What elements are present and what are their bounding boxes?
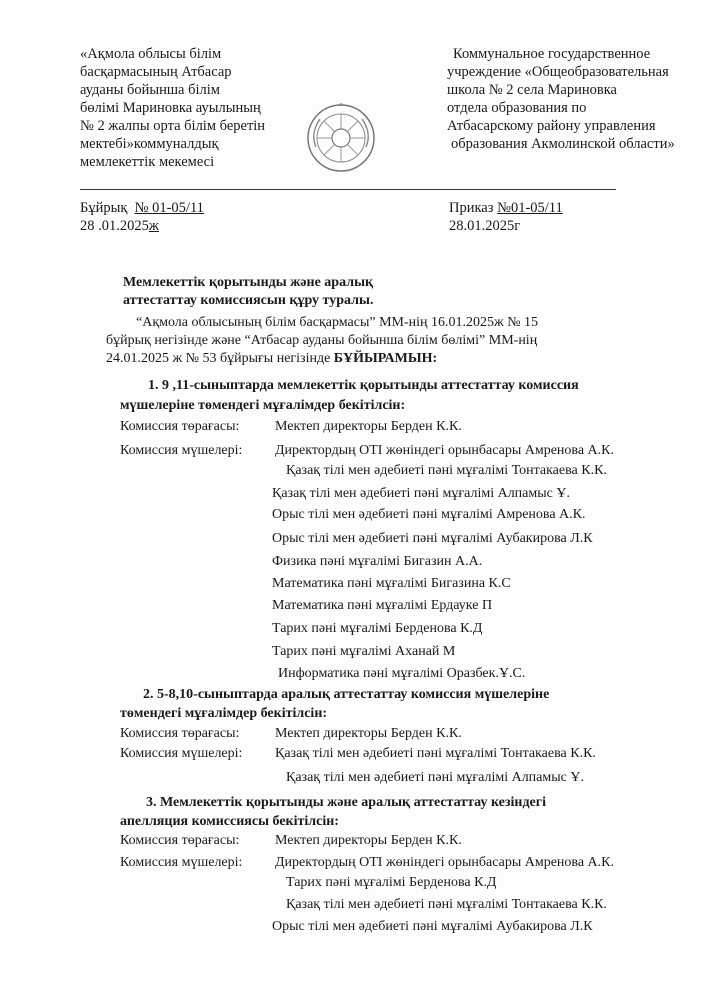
section2-chair-label: Комиссия төрағасы: xyxy=(120,726,240,741)
order-ru-date: 28.01.2025г xyxy=(449,218,521,234)
section2-member: Қазақ тілі мен әдебиеті пәні мұғалімі Тонтакаева К.К. xyxy=(275,746,596,761)
section3-chair-label: Комиссия төрағасы: xyxy=(120,833,240,848)
section3-chair-value: Мектеп директоры Берден К.К. xyxy=(275,833,462,848)
order-kz-date-suffix: ж xyxy=(148,218,159,234)
section3-member: Орыс тілі мен әдебиеті пәні мұғалімі Аубакирова Л.К xyxy=(272,919,593,934)
section2-heading-line1: 2. 5-8,10-сыныптарда аралық аттестаттау комиссия мүшелеріне xyxy=(143,687,550,702)
section2-chair-value: Мектеп директоры Берден К.К. xyxy=(275,726,462,741)
header-kazakh-line: ауданы бойынша білім xyxy=(80,82,220,98)
order-ru-label: Приказ xyxy=(449,200,494,216)
order-ru-number: №01-05/11 xyxy=(497,200,563,216)
order-kz-date: 28 .01.2025 xyxy=(80,218,149,234)
kazakhstan-emblem-icon xyxy=(306,103,376,173)
section3-member: Қазақ тілі мен әдебиеті пәні мұғалімі Тонтакаева К.К. xyxy=(286,897,607,912)
preamble-order-word: БҰЙЫРАМЫН: xyxy=(333,351,438,366)
section1-heading-line1: 1. 9 ,11-сыныптарда мемлекеттік қорытынды аттестаттау комиссия xyxy=(148,378,579,393)
header-kazakh-line: мектебі»коммуналдық xyxy=(80,136,219,152)
header-russian-line: отдела образования по xyxy=(447,100,587,116)
header-kazakh-line: басқармасының Атбасар xyxy=(80,64,232,80)
order-ru xyxy=(449,199,563,235)
order-kz-label: Бұйрық xyxy=(80,200,128,216)
order-kz-number: № 01-05/11 xyxy=(134,200,204,216)
section1-member: Информатика пәні мұғалімі Оразбек.Ұ.С. xyxy=(278,666,526,681)
preamble-line3-text: 24.01.2025 ж № 53 бұйрығы негізінде xyxy=(106,351,331,366)
header-russian-line: Коммунальное государственное xyxy=(453,46,651,62)
header-kazakh-line: бөлімі Мариновка ауылының xyxy=(80,100,261,116)
section1-chair-value: Мектеп директоры Берден К.К. xyxy=(275,419,462,434)
section1-member: Қазақ тілі мен әдебиеті пәні мұғалімі Тонтакаева К.К. xyxy=(286,463,607,478)
preamble-line3 xyxy=(106,350,437,368)
section3-members-label: Комиссия мүшелері: xyxy=(120,855,243,870)
header-divider xyxy=(80,189,616,190)
section3-member: Тарих пәні мұғалімі Берденова К.Д xyxy=(286,875,497,890)
header-kazakh xyxy=(80,45,265,171)
order-title-line2: аттестаттау комиссиясын құру туралы. xyxy=(123,293,374,308)
section2-members-label: Комиссия мүшелері: xyxy=(120,746,243,761)
section1-chair-label: Комиссия төрағасы: xyxy=(120,419,240,434)
section3-heading-line2: апелляция комиссиясы бекітілсін: xyxy=(120,814,339,829)
section2-heading-line2: төмендегі мұғалімдер бекітілсін: xyxy=(120,706,328,721)
order-title-line1: Мемлекеттік қорытынды және аралық xyxy=(123,275,374,290)
section2-member: Қазақ тілі мен әдебиеті пәні мұғалімі Алпамыс Ұ. xyxy=(286,770,584,785)
header-russian xyxy=(447,45,675,153)
header-russian-line: Атбасарскому району управления xyxy=(447,118,656,134)
section1-member: Математика пәні мұғалімі Ердауке П xyxy=(272,598,493,613)
header-russian-line: учреждение «Общеобразовательная xyxy=(447,64,669,80)
section1-member: Орыс тілі мен әдебиеті пәні мұғалімі Амренова А.К. xyxy=(272,507,586,522)
section1-members-label: Комиссия мүшелері: xyxy=(120,443,243,458)
section1-member: Физика пәні мұғалімі Бигазин А.А. xyxy=(272,554,483,569)
header-kazakh-line: мемлекеттік мекемесі xyxy=(80,154,215,170)
section1-member: Орыс тілі мен әдебиеті пәні мұғалімі Аубакирова Л.К xyxy=(272,531,593,546)
header-russian-line: школа № 2 села Мариновка xyxy=(447,82,617,98)
section1-member: Тарих пәні мұғалімі Аханай М xyxy=(272,644,456,659)
section1-member: Математика пәні мұғалімі Бигазина К.С xyxy=(272,576,511,591)
header-kazakh-line: «Ақмола облысы білім xyxy=(80,46,222,62)
section1-member: Тарих пәні мұғалімі Берденова К.Д xyxy=(272,621,483,636)
section1-member: Директордың ОТІ жөніндегі орынбасары Амренова А.К. xyxy=(275,443,614,458)
header-kazakh-line: № 2 жалпы орта білім беретін xyxy=(80,118,266,134)
preamble-line1: “Ақмола облысының білім басқармасы” ММ-нің 16.01.2025ж № 15 xyxy=(136,315,539,330)
header-russian-line: образования Акмолинской области» xyxy=(451,136,675,152)
order-kz xyxy=(80,199,204,235)
section1-member: Қазақ тілі мен әдебиеті пәні мұғалімі Алпамыс Ұ. xyxy=(272,486,570,501)
section3-heading-line1: 3. Мемлекеттік қорытынды және аралық аттестаттау кезіндегі xyxy=(146,795,547,810)
section3-member: Директордың ОТІ жөніндегі орынбасары Амренова А.К. xyxy=(275,855,614,870)
preamble-line2: бұйрық негізінде және “Атбасар ауданы бойынша білім бөлімі” ММ-нің xyxy=(106,333,538,348)
section1-heading-line2: мүшелеріне төмендегі мұғалімдер бекітілсін: xyxy=(120,398,406,413)
